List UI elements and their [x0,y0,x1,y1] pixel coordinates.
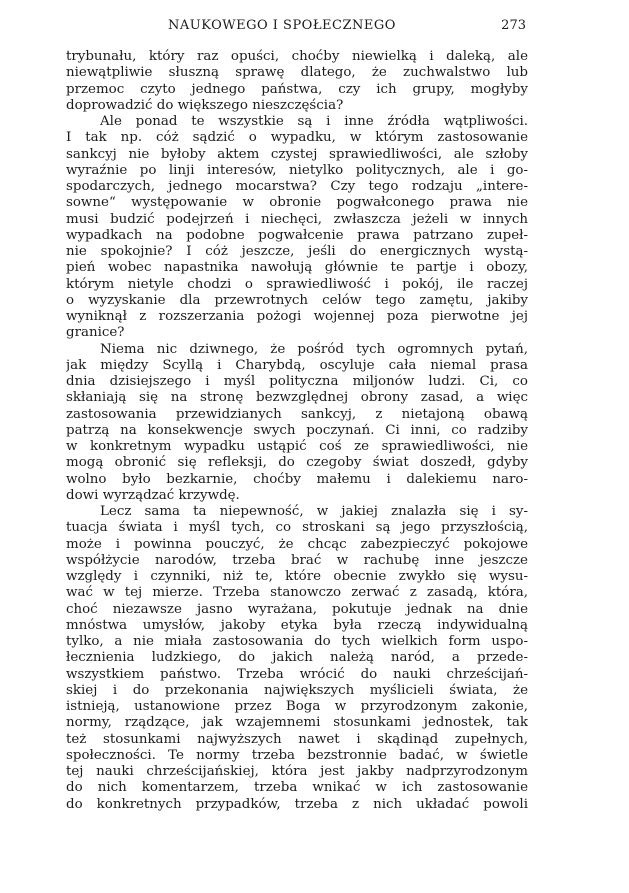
text-line: społeczności. Te normy trzeba bezstronnie badać, w świetle [66,747,528,763]
text-line: mnóstwa umysłów, jakoby etyka była rzeczą indywidualną [66,617,528,633]
text-line: Lecz sama ta niepewność, w jakiej znalazła się i sy- [100,504,528,519]
text-line: dnia dzisiejszego i myśl polityczna miljonów ludzi. Ci, co [66,374,528,389]
text-line: wać w tej mierze. Trzeba stanowczo zerwać z zasadą, która, [66,585,528,601]
text-line: granice? [66,325,125,341]
text-line: łecznienia ludzkiego, do jakich należą naród, a przede- [66,650,528,666]
text-line: musi budzić podejrzeń i niechęci, zwłaszcza jeżeli w innych [66,211,528,227]
text-line: spodarczych, jednego mocarstwa? Czy tego rodzaju „intere- [66,179,528,194]
text-line: wypadkach na podobne pogwałcenie prawa patrzano zupeł- [66,227,528,243]
text-line: skiej i do przekonania największych myślicieli świata, że [66,682,528,698]
text-line: dowi wyrządzać krzywdę. [66,487,240,503]
text-line: w konkretnym wypadku ustąpić coś ze sprawiedliwości, nie [66,439,528,454]
paragraph-4 [66,504,528,813]
text-line: Niema nic dziwnego, że pośród tych ogromnych pytań, [100,341,528,357]
text-line: patrzą na konsekwencje swych poczynań. Ci inni, co radziby [66,422,528,438]
text-line: do nich komentarzem, trzeba wnikać w ich zastosowanie [66,780,528,796]
text-line: może i powinna pouczyć, że chcąc zabezpieczyć pokojowe [66,536,528,552]
text-line: wszystkiem państwo. Trzeba wrócić do nauki chrześcijań- [66,666,528,682]
text-line: skłaniają się na stronę bezwzględnej obrony zasad, a więc [66,390,528,406]
running-head [66,18,528,36]
text-line: wolno było bezkarnie, choćby małemu i dalekiemu naro- [66,471,528,487]
text-line: pień wobec napastnika nawołują głównie te partje i obozy, [66,260,528,276]
text-line: przemoc czyto jednego państwa, czy ich grupy, mogłyby [66,81,528,97]
text-line: zastosowania przewidzianych sankcyj, z nietajoną obawą [66,406,528,422]
paragraph-2 [66,114,528,342]
text-line: nie spokojnie? I cóż jeszcze, jeśli do energicznych wystą- [66,244,528,259]
text-line: niewątpliwie słuszną sprawę dlatego, że zuchwalstwo lub [66,65,528,81]
text-line: Ale ponad te wszystkie są i inne źródła wątpliwości. [100,114,528,129]
text-line: względy i czynniki, niż te, które obecnie zwykło się wysu- [66,569,528,584]
text-line: do konkretnych przypadków, trzeba z nich układać powoli [66,796,528,812]
text-line: wyraźnie po linji interesów, nietylko politycznych, ale i go- [66,162,528,178]
text-line: wyniknął z rozszerzania pożogi wojennej poza pierwotne jej [66,309,528,324]
text-line: którym nietyle chodzi o sprawiedliwość i pokój, ile raczej [66,276,528,292]
text-line: sowne“ występowanie w obronie pogwałconego prawa nie [66,195,528,211]
paragraph-1 [66,49,528,114]
text-line: tylko, a nie miała zastosowania do tych wielkich form uspo- [66,634,528,649]
page-number: 273 [501,18,526,33]
book-page [66,0,528,893]
text-line: tuacja świata i myśl tych, co stroskani są jego przyszłością, [66,520,528,536]
text-line: o wyzyskanie dla przewrotnych celów tego zamętu, jakiby [66,292,528,308]
text-line: I tak np. cóż sądzić o wypadku, w którym zastosowanie [66,130,528,146]
body-text [66,49,528,813]
text-line: jak między Scyllą i Charybdą, oscyluje cała niemal prasa [66,357,528,373]
text-line: normy, rządzące, jak wzajemnemi stosunkami jednostek, tak [66,715,528,731]
text-line: też stosunkami najwyższych nawet i skądinąd zupełnych, [66,731,528,747]
text-line: doprowadzić do większego nieszczęścia? [66,97,344,113]
text-line: sankcyj nie byłoby aktem czystej sprawiedliwości, ale szłoby [66,146,528,162]
text-line: istnieją, ustanowione przez Boga w przyrodzonym zakonie, [66,699,528,714]
text-line: choć niezawsze jasno wyrażana, pokutuje jednak na dnie [66,601,528,617]
paragraph-3 [66,342,528,505]
text-line: tej nauki chrześcijańskiej, która jest jakby nadprzyrodzonym [66,764,528,779]
running-title: NAUKOWEGO I SPOŁECZNEGO [168,18,396,33]
text-line: współżycie narodów, trzeba brać w rachubę inne jeszcze [66,552,528,568]
text-line: mogą obronić się refleksji, do czegoby świat doszedł, gdyby [66,455,528,471]
text-line: trybunału, który raz opuści, choćby niewielką i daleką, ale [66,49,528,64]
